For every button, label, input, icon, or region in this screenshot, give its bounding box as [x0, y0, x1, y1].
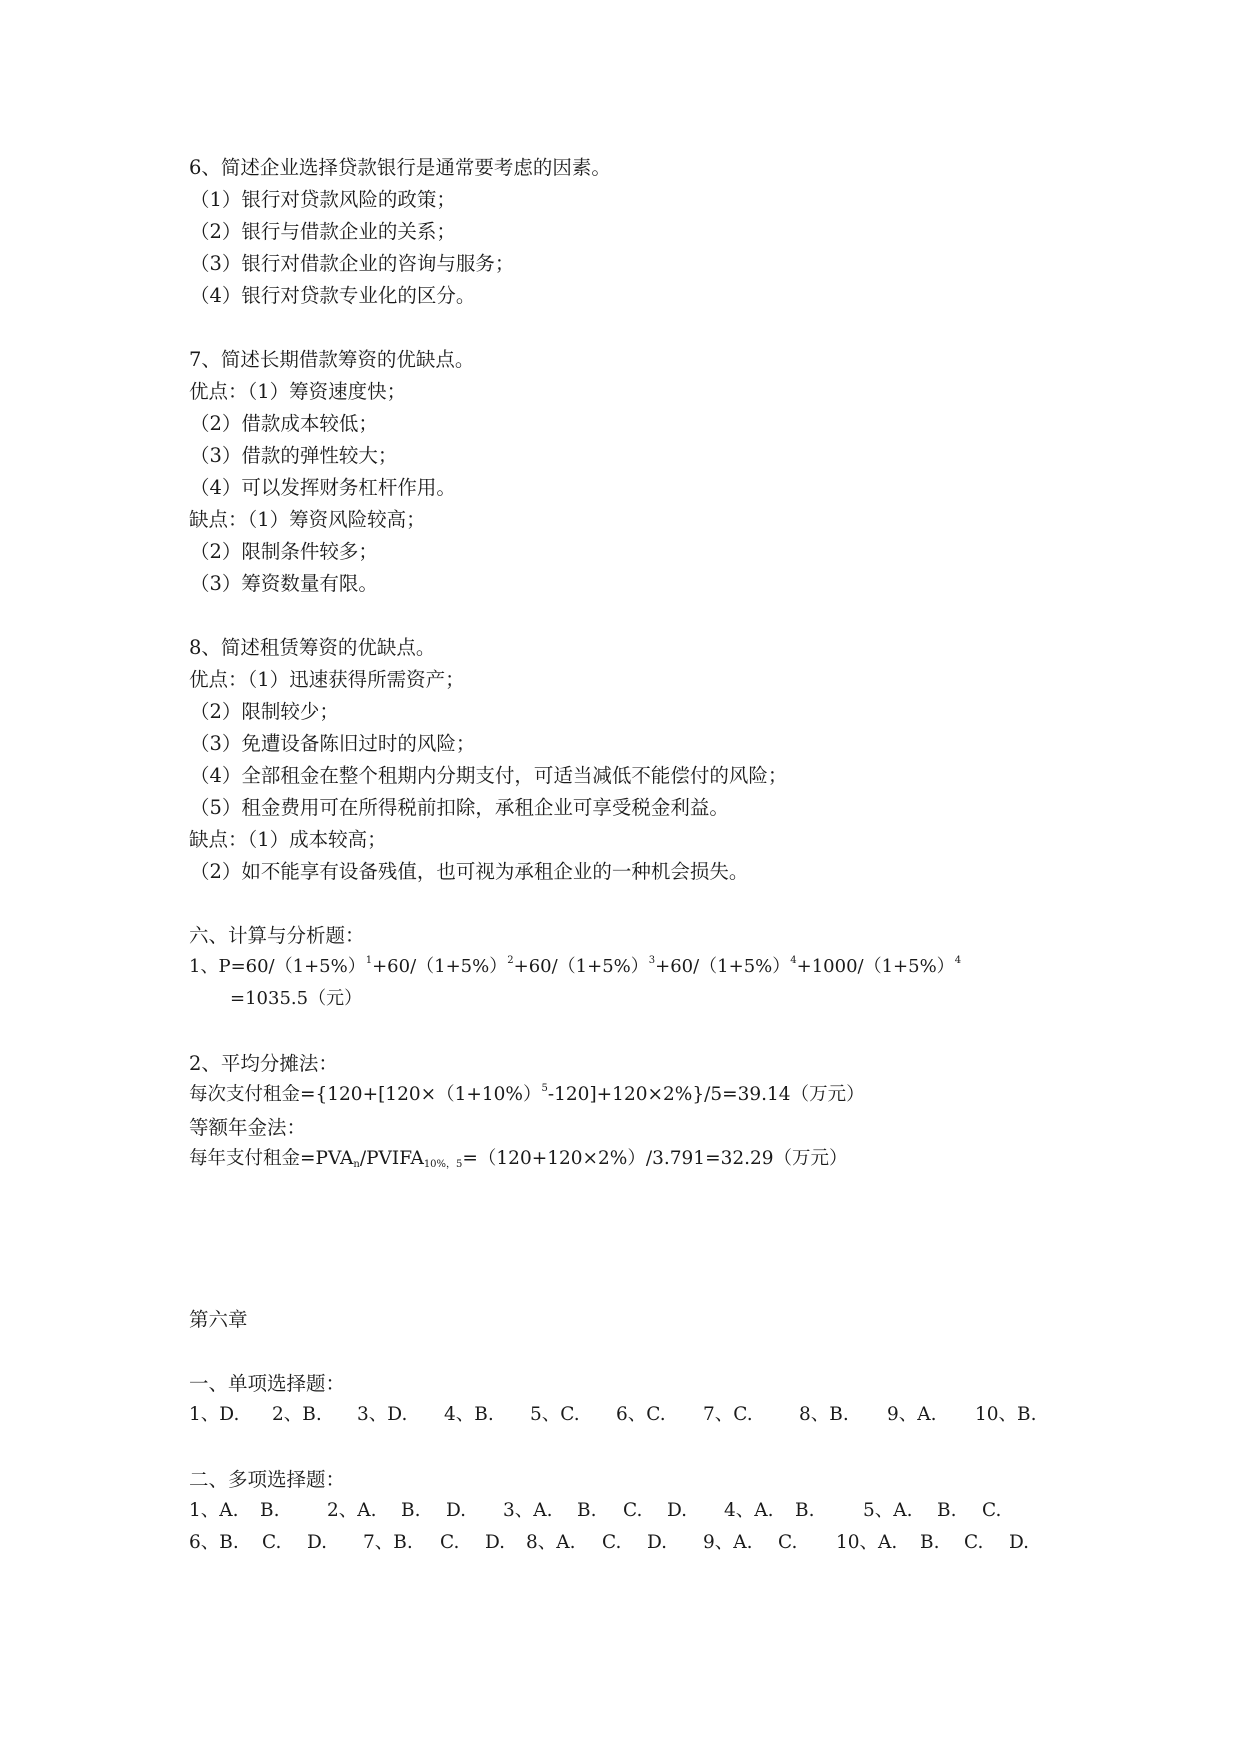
q7-line: （3）借款的弹性较大；	[190, 444, 398, 467]
q7-line: （4）可以发挥财务杠杆作用。	[190, 476, 456, 499]
single-choice-heading: 一、单项选择题：	[189, 1372, 346, 1395]
q7-line: （2）限制条件较多；	[190, 540, 378, 563]
q8-line: （2）如不能享有设备残值，也可视为承租企业的一种机会损失。	[190, 860, 749, 883]
answer: 8、B.	[799, 1404, 849, 1425]
answer: 1、D.	[189, 1404, 240, 1425]
q8-line: 优点：（1）迅速获得所需资产；	[189, 668, 465, 691]
q8-line: 缺点：（1）成本较高；	[189, 828, 387, 851]
q8-line: （5）租金费用可在所得税前扣除，承租企业可享受税金利益。	[190, 796, 729, 819]
chapter-title: 第六章	[189, 1308, 248, 1331]
q6-item: （4）银行对贷款专业化的区分。	[190, 284, 476, 307]
q8-line: （4）全部租金在整个租期内分期支付，可适当减低不能偿付的风险；	[190, 764, 788, 787]
answer: 2、B.	[272, 1404, 322, 1425]
section-heading: 六、计算与分析题：	[189, 924, 365, 947]
q6-item: （1）银行对贷款风险的政策；	[190, 188, 456, 211]
q7-title: 7、简述长期借款筹资的优缺点。	[189, 348, 475, 371]
q7-line: （3）筹资数量有限。	[190, 572, 378, 595]
q7-line: 优点：（1）筹资速度快；	[189, 380, 407, 403]
q8-line: （2）限制较少；	[190, 700, 339, 723]
q8-title: 8、简述租赁筹资的优缺点。	[189, 636, 436, 659]
answer: 6、C.	[616, 1404, 666, 1425]
formula-p2-line2: 每年支付租金$=PVA_n/PVIFA_{10\%,5}=(120+120\times 2\%)/3.791=32.29$（万元）	[189, 1148, 848, 1170]
document-page: 6、简述企业选择贷款银行是通常要考虑的因素。 （1）银行对贷款风险的政策； （2）银行与借款企业的关系； （3）银行对借款企业的咨询与服务； （4）银行对贷款专业化的区分。 7、简述长期借款筹资的优缺点。 优点：（1）筹资速度快； （2）借款成本较低； （3）借款的弹性较大； （4）可以发挥财务杠杆作用。 缺点：（1）筹资风险较高； （2）限制条件较多； （3）筹资数量有限。 8、简述租赁筹资的优缺点。 优点：（1）迅速获得所需资产； （2）限制较少； （3）免遭设备陈旧过时的风险； （4）全部租金在整个租期内分期支付，可适当减低不能偿付的风险； （5）租金费用可在所得税前扣除，承租企业可享受税金利益。 缺点：（1）成本较高； （2）如不能享有设备残值，也可视为承租企业的一种机会损失。 六、计算与分析题： 1、$P=60/(1+5\%)^1+60/(1+5\%)^2+60/(1+5\%)^3+60/(1+5\%)^4+1000/(1+5\%)^4$ =1035.5（元） 2、平均分摊法： 每次支付租金$=\{120+[120\times(1+10\%)^5-120]+120\times 2\%\}/5=39.14$（万元） 等额年金法： 每年支付租金$=PVA_n/PVIFA_{10\%,5}=(120+120\times 2\%)/3.791=32.29$（万元） 第六章 一、单项选择题： 1、D. 2、B. 3、D. 4、B. 5、C. 6、C. 7、C. 8、B. 9、A. 10、B. 二、多项选择题： 1、A. B. 2、A. B. D. 3、A. B. C. D. 4、A. B. 5、A. B. C. 6、B. C. D. 7、B. C. D. 8、A. C. D. 9、A. C. 10、A. B. C. D.	[189, 156, 1037, 1553]
answer: 9、A.	[887, 1404, 937, 1425]
q6-title: 6、简述企业选择贷款银行是通常要考虑的因素。	[189, 156, 611, 179]
q7-line: （2）借款成本较低；	[190, 412, 378, 435]
q6-item: （2）银行与借款企业的关系；	[190, 220, 456, 243]
q7-line: 缺点：（1）筹资风险较高；	[189, 508, 426, 531]
formula-p1-result: =1035.5（元）	[230, 988, 363, 1009]
p2-title: 2、平均分摊法：	[189, 1052, 338, 1075]
answer: 7、C.	[703, 1404, 753, 1425]
formula-p2-line1: 每次支付租金$=\{120+[120\times(1+10\%)^5-120]+120\times 2\%\}/5=39.14$（万元）	[189, 1083, 865, 1105]
formula-p1: 1、$P=60/(1+5\%)^1+60/(1+5\%)^2+60/(1+5\%)^3+60/(1+5\%)^4+1000/(1+5\%)^4$	[189, 955, 962, 977]
q6-item: （3）银行对借款企业的咨询与服务；	[190, 252, 515, 275]
q8-line: （3）免遭设备陈旧过时的风险；	[190, 732, 476, 755]
answer: 10、B.	[975, 1404, 1037, 1425]
answer: 5、C.	[530, 1404, 580, 1425]
answer: 4、B.	[444, 1404, 494, 1425]
multi-choice-heading: 二、多项选择题：	[189, 1468, 346, 1491]
answer: 3、D.	[357, 1404, 408, 1425]
p2-method2: 等额年金法：	[189, 1116, 307, 1139]
